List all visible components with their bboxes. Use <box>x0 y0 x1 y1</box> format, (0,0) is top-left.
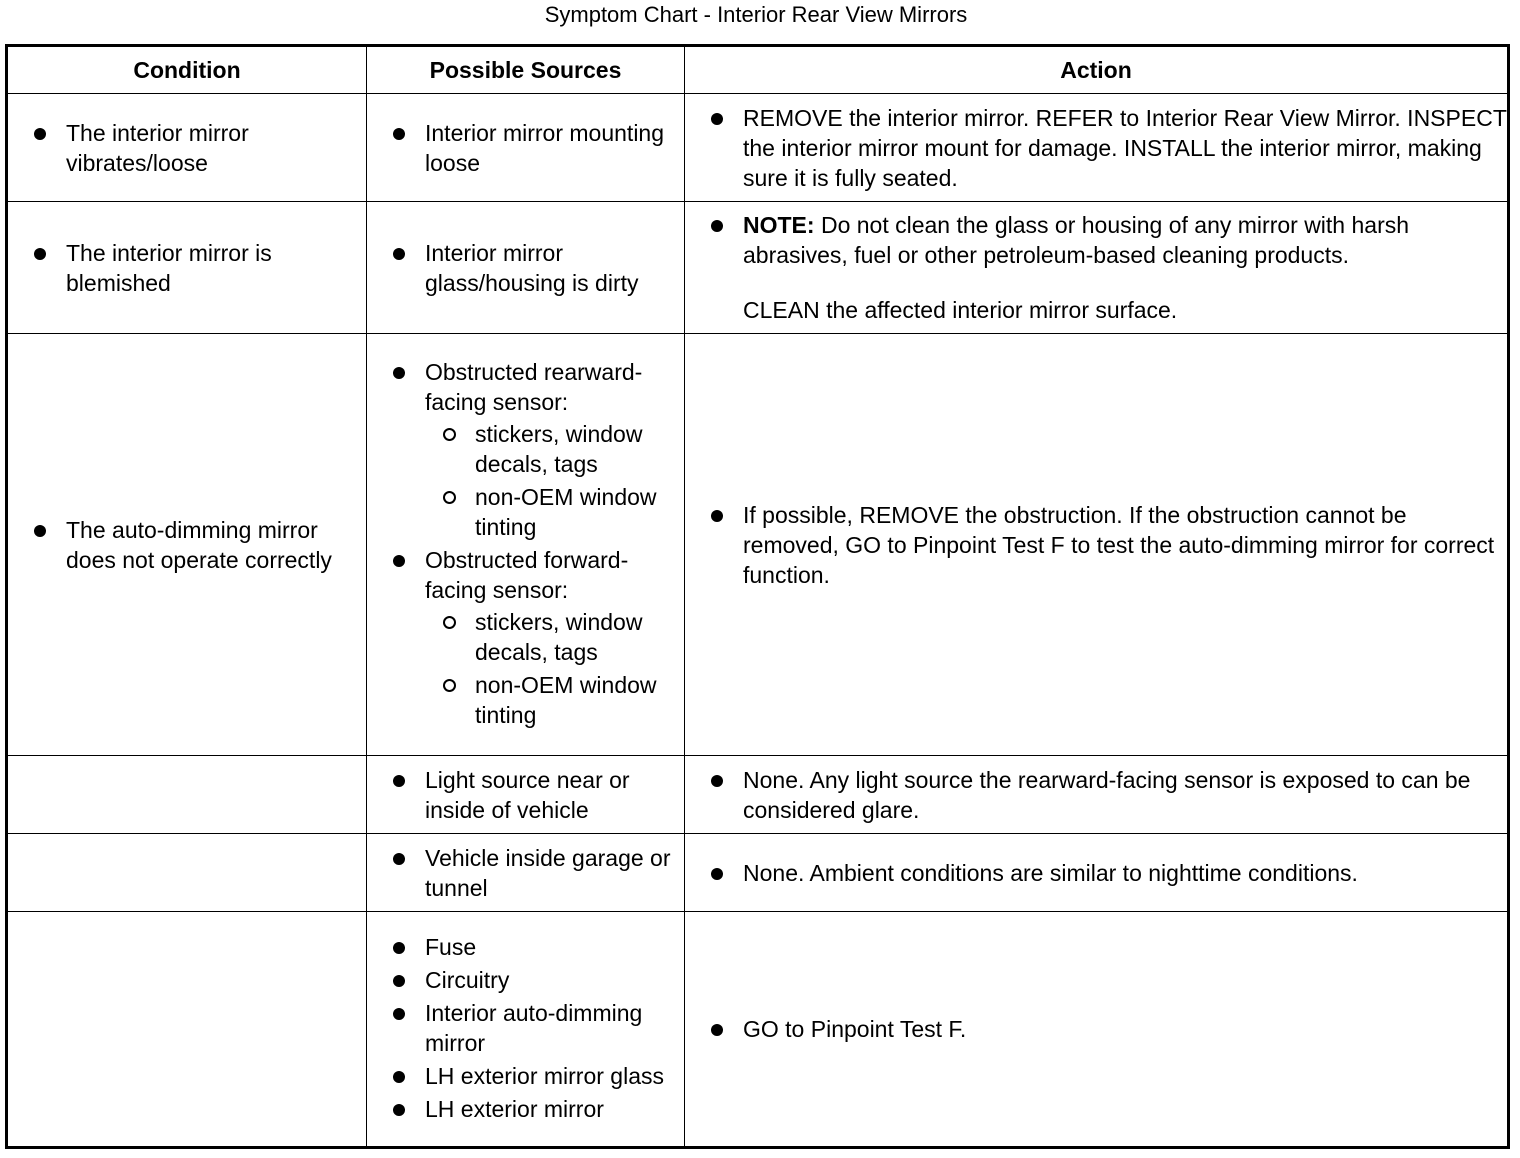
condition-cell <box>7 94 367 202</box>
sources-cell <box>367 94 685 202</box>
condition-cell <box>7 834 367 912</box>
source-item: LH exterior mirror glass <box>367 1061 684 1091</box>
condition-cell <box>7 756 367 834</box>
header-action: Action <box>685 46 1509 94</box>
action-cell <box>685 202 1509 334</box>
condition-text: The interior mirror vibrates/loose <box>8 118 366 178</box>
action-text: None. Ambient conditions are similar to nighttime conditions. <box>685 858 1507 888</box>
condition-cell <box>7 202 367 334</box>
header-sources: Possible Sources <box>367 46 685 94</box>
source-item: LH exterior mirror <box>367 1094 684 1124</box>
condition-cell <box>7 334 367 756</box>
action-cell <box>685 834 1509 912</box>
sub-source-item: non-OEM window tinting <box>425 670 684 730</box>
action-text: REMOVE the interior mirror. REFER to Interior Rear View Mirror. INSPECT the interior mirror mount for damage. INSTALL the interior mirror, making sure it is fully seated. <box>685 103 1507 193</box>
source-text: Obstructed rearward-facing sensor: <box>425 358 643 415</box>
source-item: Interior mirror mounting loose <box>367 118 684 178</box>
action-text: If possible, REMOVE the obstruction. If the obstruction cannot be removed, GO to Pinpoint Test F to test the auto-dimming mirror for correct function. <box>685 500 1507 590</box>
symptom-table <box>5 44 1510 1149</box>
action-note <box>685 210 1507 325</box>
condition-text: The interior mirror is blemished <box>8 238 366 298</box>
sources-cell <box>367 756 685 834</box>
source-text: Obstructed forward-facing sensor: <box>425 546 629 603</box>
source-item: Interior mirror glass/housing is dirty <box>367 238 684 298</box>
sub-source-item: stickers, window decals, tags <box>425 607 684 667</box>
source-item <box>367 357 684 542</box>
table-row <box>7 334 1509 756</box>
sub-source-item: non-OEM window tinting <box>425 482 684 542</box>
source-item <box>367 545 684 730</box>
source-item: Interior auto-dimming mirror <box>367 998 684 1058</box>
action-text: None. Any light source the rearward-facing sensor is exposed to can be considered glare. <box>685 765 1507 825</box>
header-row <box>7 46 1509 94</box>
table-row <box>7 94 1509 202</box>
table-row <box>7 912 1509 1148</box>
condition-text: The auto-dimming mirror does not operate correctly <box>8 515 366 575</box>
table-row <box>7 202 1509 334</box>
sources-cell <box>367 912 685 1148</box>
action-cell <box>685 94 1509 202</box>
sources-cell <box>367 834 685 912</box>
source-item: Light source near or inside of vehicle <box>367 765 684 825</box>
note-label: NOTE: <box>743 212 815 238</box>
action-text: CLEAN the affected interior mirror surface. <box>743 297 1178 323</box>
action-text: GO to Pinpoint Test F. <box>685 1014 1507 1044</box>
sub-source-item: stickers, window decals, tags <box>425 419 684 479</box>
action-cell <box>685 334 1509 756</box>
header-condition: Condition <box>7 46 367 94</box>
table-row <box>7 834 1509 912</box>
condition-cell <box>7 912 367 1148</box>
source-item: Vehicle inside garage or tunnel <box>367 843 684 903</box>
chart-title: Symptom Chart - Interior Rear View Mirrors <box>544 2 968 27</box>
note-text: Do not clean the glass or housing of any mirror with harsh abrasives, fuel or other petroleum-based cleaning products. <box>743 212 1410 268</box>
sources-cell <box>367 202 685 334</box>
source-item: Circuitry <box>367 965 684 995</box>
table-row <box>7 756 1509 834</box>
source-item: Fuse <box>367 932 684 962</box>
action-cell <box>685 756 1509 834</box>
sources-cell <box>367 334 685 756</box>
action-cell <box>685 912 1509 1148</box>
